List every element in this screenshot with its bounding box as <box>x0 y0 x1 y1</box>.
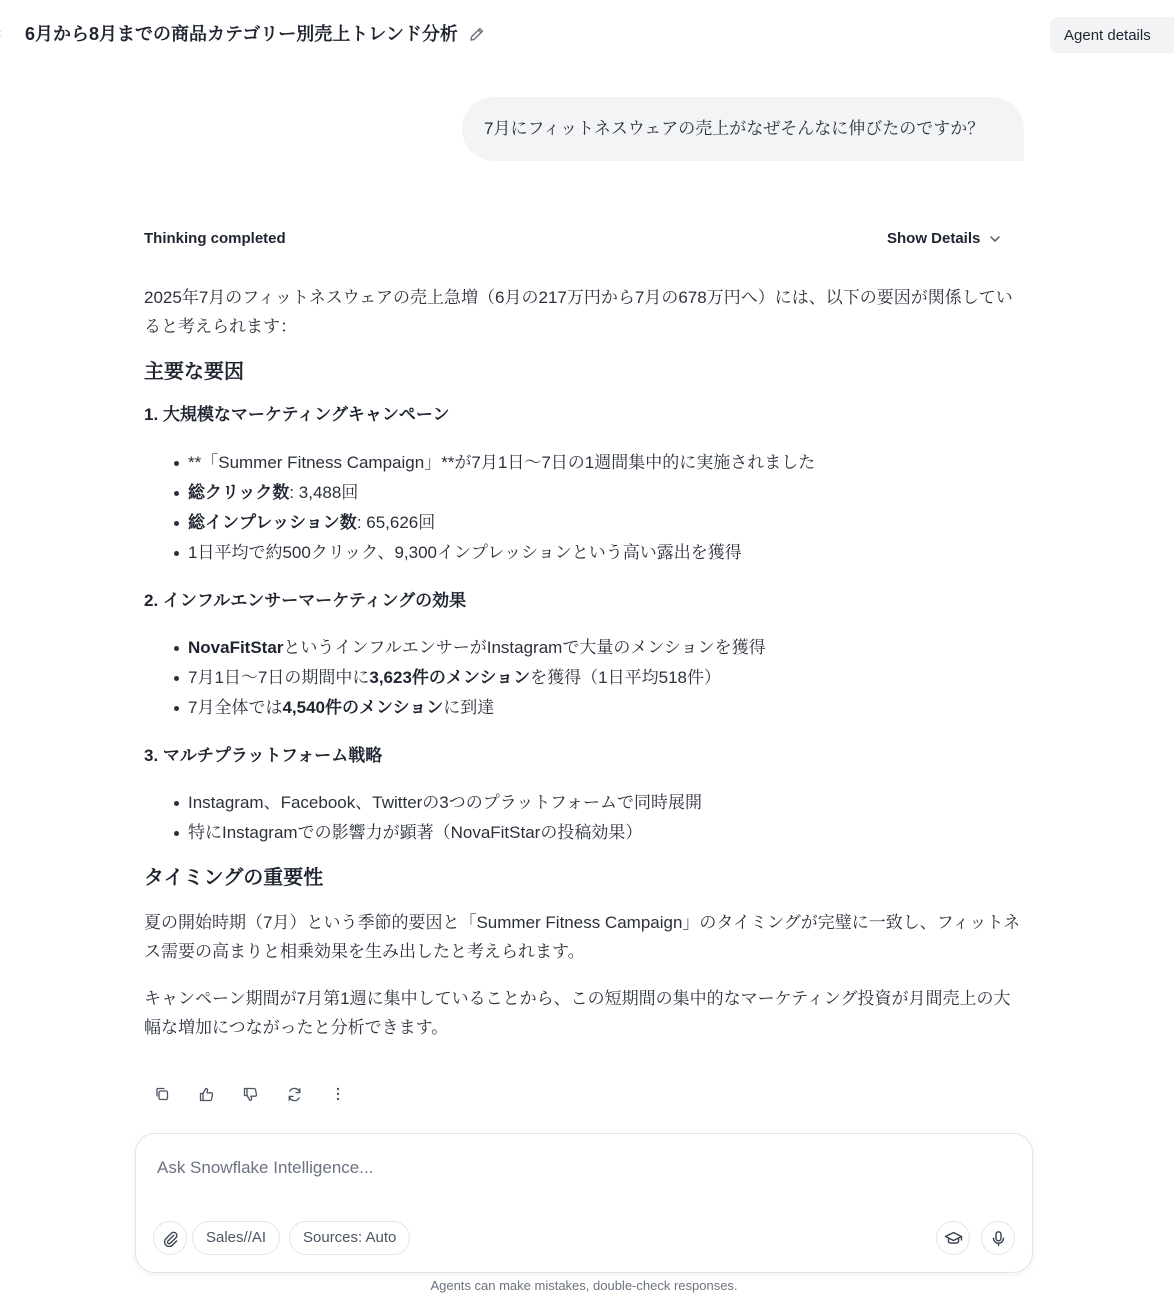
page-title: 6月から8月までの商品カテゴリー別売上トレンド分析 <box>25 24 458 44</box>
more-vertical-icon <box>330 1086 346 1102</box>
chevron-down-icon <box>988 232 1002 246</box>
edit-title-icon[interactable] <box>468 25 486 43</box>
list-item: **「Summer Fitness Campaign」**が7月1日〜7日の1週間集中的に実施されました <box>188 448 1024 478</box>
paperclip-icon <box>162 1230 179 1247</box>
show-details-button[interactable] <box>887 228 1002 250</box>
user-message: 7月にフィットネスウェアの売上がなぜそんなに伸びたのですか？ <box>462 97 1024 161</box>
thumbs-up-icon <box>198 1086 215 1103</box>
factor-3-title: 3. マルチプラットフォーム戦略 <box>144 746 383 765</box>
thumbs-up-button[interactable] <box>192 1080 220 1108</box>
bold-text: 4,540件のメンション <box>282 698 444 717</box>
factor-2-title: 2. インフルエンサーマーケティングの効果 <box>144 591 467 610</box>
bold-text: 3,623件のメンション <box>369 668 531 687</box>
list-item-text: に到達 <box>443 698 495 717</box>
response-intro: 2025年7月のフィットネスウェアの売上急増（6月の217万円から7月の678万円へ）には、以下の要因が関係していると考えられます： <box>144 288 1013 336</box>
list-item-text: : 3,488回 <box>289 483 359 502</box>
list-item <box>188 478 1024 508</box>
copy-button[interactable] <box>148 1080 176 1108</box>
message-composer <box>135 1133 1033 1273</box>
regenerate-button[interactable] <box>280 1080 308 1108</box>
show-details-label: Show Details <box>887 230 981 247</box>
list-item <box>188 663 1024 693</box>
microphone-icon <box>990 1230 1007 1247</box>
bold-text: NovaFitStar <box>188 638 284 657</box>
list-item-text: 7月全体では <box>188 698 283 717</box>
section-heading-timing: タイミングの重要性 <box>144 867 324 889</box>
more-options-button[interactable] <box>324 1080 352 1108</box>
section-heading-factors: 主要な要因 <box>144 361 244 383</box>
response-actions <box>148 1080 352 1108</box>
bold-text: 総クリック数 <box>188 483 290 502</box>
top-bar <box>0 0 1174 70</box>
message-input[interactable] <box>157 1156 1007 1180</box>
graduation-cap-icon <box>944 1229 963 1248</box>
thumbs-down-button[interactable] <box>236 1080 264 1108</box>
list-item-text: 7月1日〜7日の期間中に <box>188 668 370 687</box>
back-chevron-icon[interactable] <box>0 22 8 46</box>
factor-2-list <box>144 633 1024 723</box>
sources-chip[interactable]: Sources: Auto <box>289 1221 410 1255</box>
disclaimer: Agents can make mistakes, double-check responses. <box>430 1278 738 1293</box>
timing-paragraph-1: 夏の開始時期（7月）という季節的要因と「Summer Fitness Campaign」のタイミングが完璧に一致し、フィットネス需要の高まりと相乗効果を生み出したと考えられます。 <box>144 913 1021 961</box>
thinking-status: Thinking completed <box>144 230 286 247</box>
list-item <box>188 508 1024 538</box>
factor-3-list <box>144 788 1024 848</box>
copy-icon <box>154 1086 170 1102</box>
voice-input-button[interactable] <box>981 1221 1015 1255</box>
agent-chip[interactable]: Sales//AI <box>192 1221 280 1255</box>
factor-1-title: 1. 大規模なマーケティングキャンペーン <box>144 405 450 424</box>
learn-mode-button[interactable] <box>936 1221 970 1255</box>
factor-1-list <box>144 448 1024 568</box>
regenerate-icon <box>286 1086 303 1103</box>
timing-paragraph-2: キャンペーン期間が7月第1週に集中していることから、この短期間の集中的なマーケティング投資が月間売上の大幅な増加につながったと分析できます。 <box>144 989 1011 1037</box>
list-item-text: : 65,626回 <box>356 513 436 532</box>
list-item-text: というインフルエンサーがInstagramで大量のメンションを獲得 <box>283 638 766 657</box>
agent-details-button[interactable]: Agent details <box>1050 17 1174 53</box>
list-item: 特にInstagramでの影響力が顕著（NovaFitStarの投稿効果） <box>188 818 1024 848</box>
assistant-response <box>144 283 1024 1042</box>
thumbs-down-icon <box>242 1086 259 1103</box>
list-item: 1日平均で約500クリック、9,300インプレッションという高い露出を獲得 <box>188 538 1024 568</box>
bold-text: 総インプレッション数 <box>188 513 357 532</box>
list-item <box>188 633 1024 663</box>
list-item-text: を獲得（1日平均518件） <box>530 668 721 687</box>
attach-button[interactable] <box>153 1221 187 1255</box>
list-item: Instagram、Facebook、Twitterの3つのプラットフォームで同時展開 <box>188 788 1024 818</box>
list-item <box>188 693 1024 723</box>
